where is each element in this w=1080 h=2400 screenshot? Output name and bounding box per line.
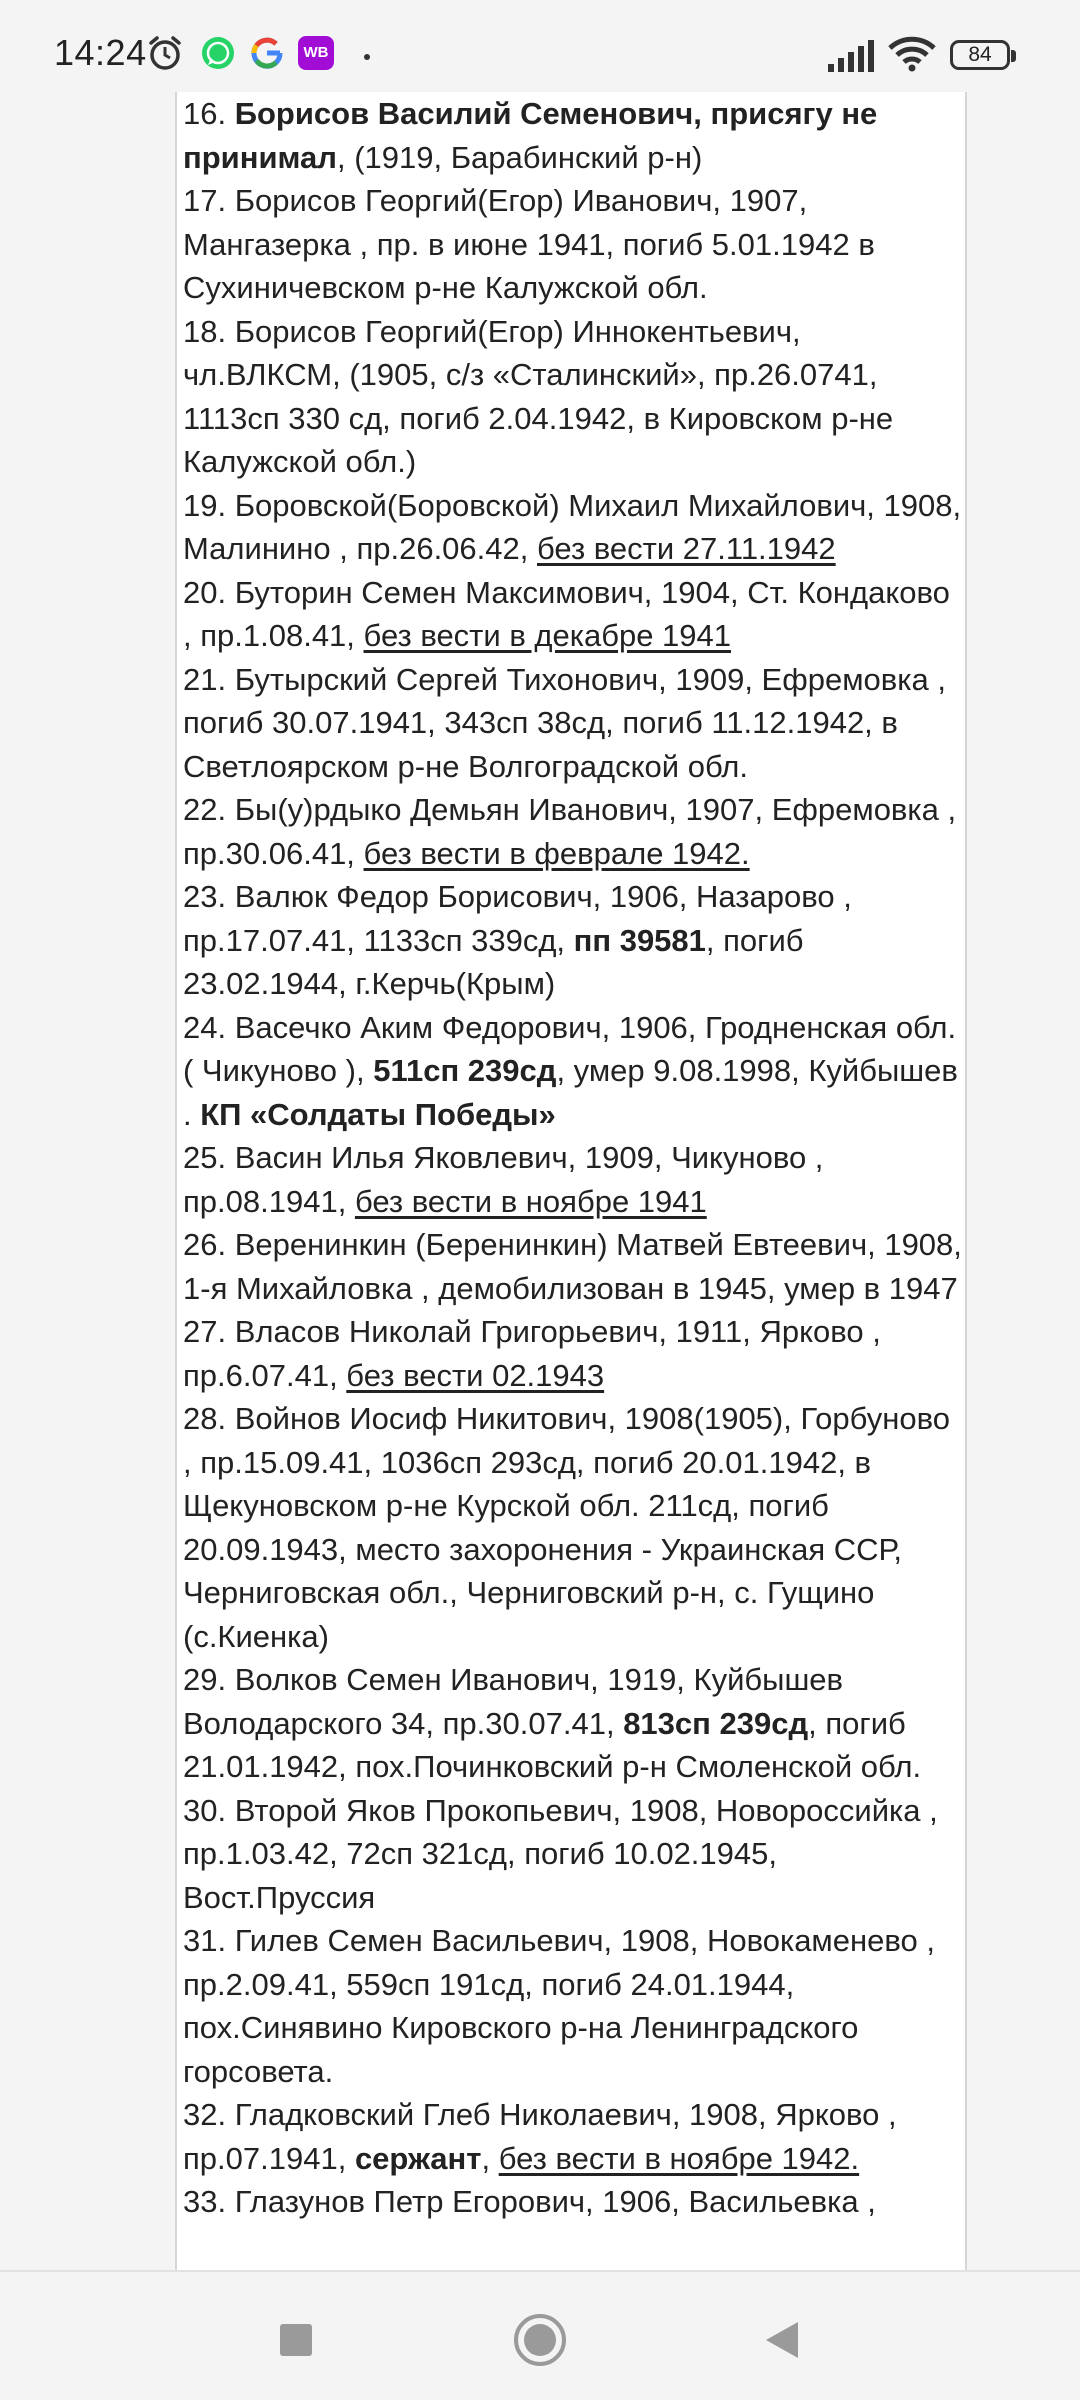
alarm-icon — [146, 34, 184, 77]
entry-text: 25. Васин Илья Яковлевич, 1909, Чикуново , пр.08.1941, — [183, 1140, 824, 1219]
recents-icon — [279, 2323, 313, 2357]
list-item — [183, 310, 965, 484]
navigation-bar — [0, 2270, 1080, 2400]
entry-text: 31. Гилев Семен Васильевич, 1908, Новокаменево , пр.2.09.41, 559сп 191сд, погиб 24.01.1944, пох.Синявино Кировского р-на Ленинградского горсовета. — [183, 1923, 935, 2089]
list-item — [183, 1310, 965, 1397]
entry-text: , (1919, Барабинский р-н) — [336, 139, 703, 175]
list-item — [183, 571, 965, 658]
entry-text: 33. Глазунов Петр Егорович, 1906, Васильевка , — [183, 2184, 876, 2219]
list-item — [183, 875, 965, 1006]
list-item — [183, 2093, 965, 2180]
list-item — [183, 1397, 965, 1658]
recents-button[interactable] — [266, 2310, 326, 2370]
bold-text: сержант — [354, 2140, 482, 2176]
entry-text: 20. Буторин Семен Максимович, 1904, Ст. Кондаково , пр.1.08.41, — [183, 574, 950, 653]
underlined-text: без вести в феврале 1942. — [363, 835, 750, 871]
entry-text: 29. Волков Семен Иванович, 1919, Куйбышев Володарского 34, пр.30.07.41, — [183, 1662, 844, 1741]
entry-list — [183, 92, 965, 2224]
list-item — [183, 1223, 965, 1310]
list-item — [183, 2180, 965, 2224]
wifi-icon — [888, 36, 936, 77]
entry-text: 26. Веренинкин (Беренинкин) Матвей Евтеевич, 1908, 1-я Михайловка , демобилизован в 1945, умер в 1947 — [183, 1227, 962, 1306]
wildberries-icon: WB — [298, 36, 334, 70]
list-item — [183, 179, 965, 310]
entry-text: , умер 9.08.1998, Куйбышев . — [183, 1053, 958, 1132]
bold-text: КП «Солдаты Победы» — [200, 1096, 556, 1132]
entry-text: , погиб 23.02.1944, г.Керчь(Крым) — [183, 922, 804, 1001]
back-icon — [762, 2319, 802, 2361]
entry-text: , погиб 21.01.1942, пох.Починковский р-н Смоленской обл. — [183, 1705, 922, 1784]
entry-text: 27. Власов Николай Григорьевич, 1911, Ярково , пр.6.07.41, — [183, 1314, 881, 1393]
battery-icon: 84 — [950, 40, 1010, 70]
list-item — [183, 788, 965, 875]
bold-text: пп 39581 — [573, 922, 706, 958]
back-button[interactable] — [752, 2310, 812, 2370]
home-icon — [512, 2312, 568, 2368]
entry-text: 16. — [183, 96, 235, 131]
list-item — [183, 1006, 965, 1137]
entry-text: 19. Боровской(Боровской) Михаил Михайлович, 1908, Малинино , пр.26.06.42, — [183, 487, 962, 566]
home-button[interactable] — [510, 2310, 570, 2370]
bold-text: 813сп 239сд — [623, 1705, 809, 1741]
entry-text: , — [481, 2140, 499, 2176]
whatsapp-icon — [201, 36, 235, 75]
document-viewer[interactable] — [0, 92, 1080, 2270]
document-page — [175, 92, 967, 2270]
bold-text: Борисов Василий Семенович, присягу не принимал — [183, 96, 878, 175]
google-icon — [250, 36, 284, 75]
entry-text: 17. Борисов Георгий(Егор) Иванович, 1907, Мангазерка , пр. в июне 1941, погиб 5.01.1942 в Сухиничевском р-не Калужской обл. — [183, 183, 875, 305]
entry-text: 32. Гладковский Глеб Николаевич, 1908, Ярково , пр.07.1941, — [183, 2097, 897, 2176]
list-item — [183, 658, 965, 789]
entry-text: 28. Войнов Иосиф Никитович, 1908(1905), Горбуново , пр.15.09.41, 1036сп 293сд, погиб 20.01.1942, в Щекуновском р-не Курской обл. 211сд, погиб 20.09.1943, место захоронения - Украинская ССР, Черниговская обл., Черниговский р-н, с. Гущино (с.Киенка) — [183, 1401, 950, 1654]
underlined-text: без вести в ноябре 1942. — [498, 2140, 860, 2176]
list-item — [183, 1919, 965, 2093]
signal-icon — [826, 38, 876, 77]
underlined-text: без вести в ноябре 1941 — [354, 1183, 707, 1219]
bold-text: 511сп 239сд — [373, 1053, 557, 1088]
entry-text: 18. Борисов Георгий(Егор) Иннокентьевич, чл.ВЛКСМ, (1905, с/з «Сталинский», пр.26.0741, 1113сп 330 сд, погиб 2.04.1942, в Кировском р-не Калужской обл.) — [183, 313, 894, 479]
underlined-text: без вести 02.1943 — [346, 1357, 605, 1393]
entry-text: 24. Васечко Аким Федорович, 1906, Гродненская обл.( Чикуново ), — [183, 1009, 957, 1088]
list-item — [183, 484, 965, 571]
list-item — [183, 1789, 965, 1920]
status-bar — [0, 0, 1080, 92]
notification-dot — [364, 54, 370, 60]
status-time: 14:24 — [54, 32, 147, 73]
underlined-text: без вести 27.11.1942 — [537, 531, 836, 566]
entry-text: 21. Бутырский Сергей Тихонович, 1909, Ефремовка , погиб 30.07.1941, 343сп 38сд, погиб 11.12.1942, в Светлоярском р-не Волгоградской обл. — [183, 661, 946, 784]
list-item — [183, 1658, 965, 1789]
entry-text: 23. Валюк Федор Борисович, 1906, Назарово , пр.17.07.41, 1133сп 339сд, — [183, 879, 852, 958]
entry-text: 22. Бы(у)рдыко Демьян Иванович, 1907, Ефремовка , пр.30.06.41, — [183, 792, 957, 871]
list-item — [183, 1136, 965, 1223]
list-item — [183, 92, 965, 179]
entry-text: 30. Второй Яков Прокопьевич, 1908, Новороссийка , пр.1.03.42, 72сп 321сд, погиб 10.02.1945, Вост.Пруссия — [183, 1792, 938, 1915]
underlined-text: без вести в декабре 1941 — [363, 618, 732, 653]
